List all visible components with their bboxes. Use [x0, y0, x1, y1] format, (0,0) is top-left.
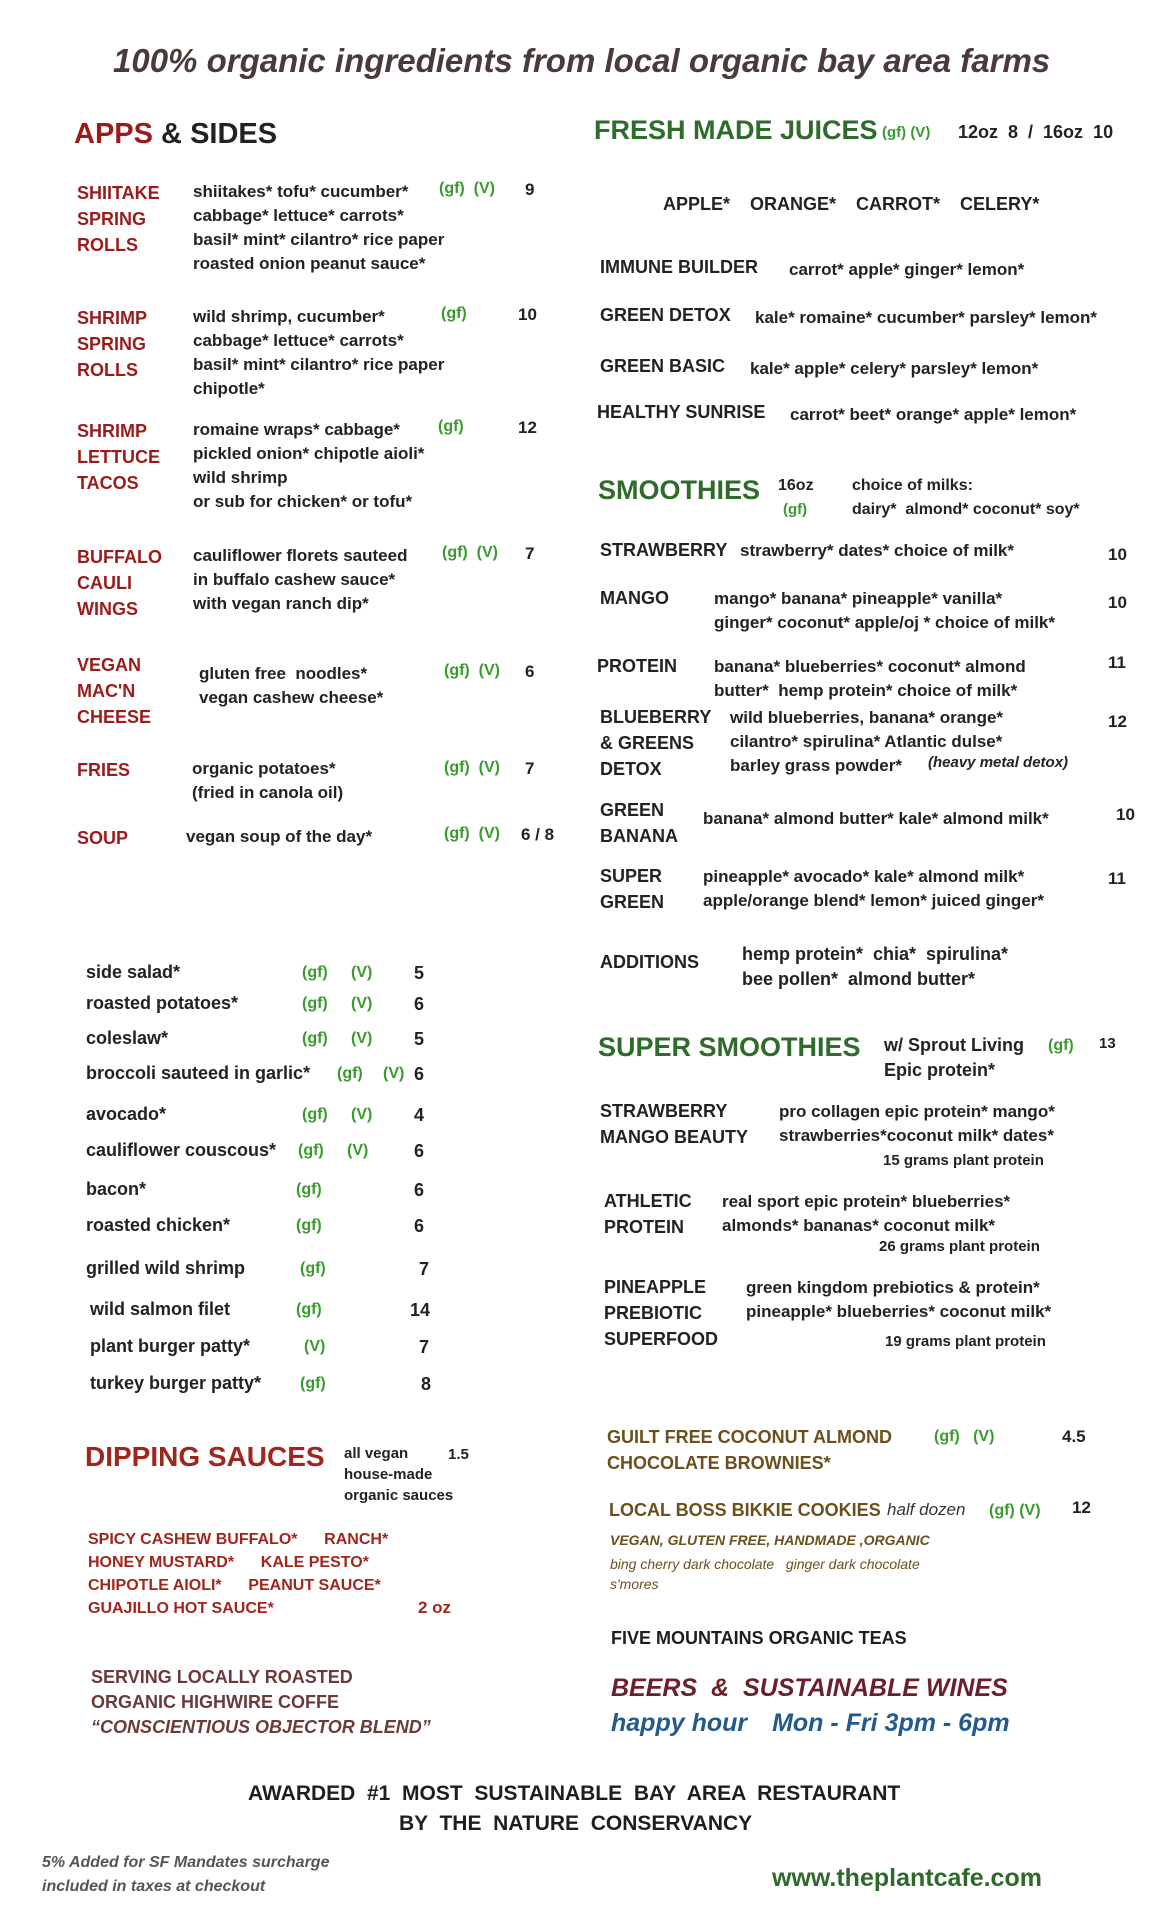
app-item-name: BUFFALO CAULI WINGS	[77, 547, 162, 619]
award-line2: BY THE NATURE CONSERVANCY	[399, 1812, 753, 1835]
super-item-protein-note: 19 grams plant protein	[885, 1333, 1046, 1350]
juice-item-name: HEALTHY SUNRISE	[597, 402, 766, 422]
side-item-gf: (gf)	[302, 995, 328, 1012]
app-item-tags: (gf)	[441, 305, 467, 322]
super-price: 13	[1099, 1035, 1116, 1052]
side-item-price: 6	[414, 1216, 425, 1236]
happy-hour-label: happy hour	[611, 1709, 748, 1737]
smoothie-item-name: MANGO	[600, 588, 669, 608]
juices-sizes: 12oz 8 / 16oz 10	[958, 122, 1114, 142]
smoothie-item-name: BLUEBERRY & GREENS DETOX	[600, 707, 712, 779]
brownies-name: GUILT FREE COCONUT ALMOND CHOCOLATE BROWNIES*	[607, 1427, 892, 1473]
smoothie-item-price: 10	[1116, 805, 1135, 824]
juices-singles: APPLE* ORANGE* CARROT* CELERY*	[663, 194, 1040, 214]
apps-title-sides: SIDES	[190, 118, 278, 150]
juice-item-desc: carrot* apple* ginger* lemon*	[789, 260, 1025, 279]
side-item-name: avocado*	[86, 1104, 167, 1124]
app-item-name: SHRIMP LETTUCE TACOS	[77, 421, 160, 493]
tagline: 100% organic ingredients from local organic bay area farms	[113, 42, 1051, 79]
side-item-v: (V)	[347, 1142, 369, 1159]
cookies-tags: (gf) (V)	[989, 1502, 1041, 1519]
app-item-desc: vegan soup of the day*	[186, 827, 373, 846]
side-item-v: (V)	[304, 1338, 326, 1355]
happy-hour	[611, 1709, 1010, 1738]
smoothie-item-price: 11	[1108, 653, 1126, 672]
side-item-name: broccoli sauteed in garlic*	[86, 1063, 311, 1083]
cookies-price: 12	[1072, 1498, 1091, 1517]
side-item-v: (V)	[351, 1106, 373, 1123]
app-item-tags: (gf) (V)	[442, 544, 498, 561]
side-item-price: 6	[414, 994, 425, 1014]
smoothie-item-price: 11	[1108, 869, 1126, 888]
app-item-tags: (gf) (V)	[444, 759, 500, 776]
side-item-price: 7	[419, 1337, 430, 1357]
side-item-gf: (gf)	[296, 1181, 322, 1198]
app-item-name: FRIES	[77, 760, 131, 780]
smoothie-item-note: (heavy metal detox)	[928, 754, 1069, 771]
smoothie-item-price: 12	[1108, 712, 1127, 731]
side-item-price: 14	[410, 1300, 431, 1320]
side-item-gf: (gf)	[296, 1301, 322, 1318]
app-item-desc: wild shrimp, cucumber* cabbage* lettuce* carrots* basil* mint* cilantro* rice paper chipotle*	[193, 307, 445, 398]
smoothie-item-desc: mango* banana* pineapple* vanilla* ginger* coconut* apple/oj * choice of milk*	[714, 589, 1056, 632]
cookies-name: LOCAL BOSS BIKKIE COOKIES	[609, 1500, 881, 1520]
smoothie-item-desc: pineapple* avocado* kale* almond milk* apple/orange blend* lemon* juiced ginger*	[703, 867, 1045, 910]
app-item-price: 6 / 8	[521, 825, 555, 844]
teas-label: FIVE MOUNTAINS ORGANIC TEAS	[611, 1628, 907, 1648]
side-item-name: roasted chicken*	[86, 1215, 231, 1235]
app-item-price: 12	[518, 418, 537, 437]
brownies-tags: (gf) (V)	[934, 1428, 995, 1445]
side-item-gf: (gf)	[337, 1065, 363, 1082]
cookies-line2: bing cherry dark chocolate ginger dark chocolate s'mores	[610, 1556, 920, 1592]
super-tags: (gf)	[1048, 1037, 1074, 1054]
dipping-list: SPICY CASHEW BUFFALO* RANCH* HONEY MUSTARD* KALE PESTO* CHIPOTLE AIOLI* PEANUT SAUCE* GUAJILLO HOT SAUCE*	[88, 1531, 389, 1617]
smoothie-item-desc: banana* blueberries* coconut* almond butter* hemp protein* choice of milk*	[714, 657, 1026, 700]
apps-title-amp: &	[161, 118, 182, 150]
smoothie-item-price: 10	[1108, 545, 1127, 564]
smoothie-item-name: STRAWBERRY	[600, 540, 728, 560]
app-item-tags: (gf) (V)	[444, 825, 500, 842]
super-item-protein-note: 15 grams plant protein	[883, 1152, 1044, 1169]
side-item-v: (V)	[383, 1065, 405, 1082]
smoothies-tags: (gf)	[783, 501, 808, 518]
app-item-name: VEGAN MAC'N CHEESE	[77, 655, 152, 727]
side-item-price: 5	[414, 1029, 425, 1049]
side-item-name: roasted potatoes*	[86, 993, 239, 1013]
side-item-price: 8	[421, 1374, 432, 1394]
side-item-price: 4	[414, 1105, 425, 1125]
dipping-note: all vegan house-made organic sauces	[344, 1445, 454, 1504]
smoothie-item-name: SUPER GREEN	[600, 866, 665, 912]
surcharge-note: 5% Added for SF Mandates surcharge included in taxes at checkout	[42, 1854, 330, 1895]
coffee-line2: ORGANIC HIGHWIRE COFFE	[91, 1692, 339, 1712]
smoothie-item-price: 10	[1108, 593, 1127, 612]
super-item-desc: real sport epic protein* blueberries* almonds* bananas* coconut milk*	[722, 1192, 1011, 1235]
super-title: SUPER SMOOTHIES	[598, 1032, 861, 1062]
smoothies-milks: choice of milks: dairy* almond* coconut* soy*	[852, 477, 1080, 518]
app-item-price: 10	[518, 305, 537, 324]
side-item-v: (V)	[351, 995, 373, 1012]
side-item-name: cauliflower couscous*	[86, 1140, 277, 1160]
dipping-size: 2 oz	[418, 1598, 452, 1617]
super-sub: w/ Sprout Living Epic protein*	[884, 1035, 1024, 1080]
side-item-price: 6	[414, 1064, 425, 1084]
app-item-tags: (gf) (V)	[444, 662, 500, 679]
super-item-name: STRAWBERRY MANGO BEAUTY	[600, 1101, 748, 1147]
side-item-v: (V)	[351, 1030, 373, 1047]
side-item-gf: (gf)	[298, 1142, 324, 1159]
smoothie-item-desc: strawberry* dates* choice of milk*	[740, 541, 1015, 560]
side-item-price: 7	[419, 1259, 430, 1279]
super-item-desc: green kingdom prebiotics & protein* pineapple* blueberries* coconut milk*	[746, 1278, 1052, 1321]
app-item-price: 7	[525, 544, 535, 563]
juice-item-desc: carrot* beet* orange* apple* lemon*	[790, 405, 1077, 424]
website-link[interactable]: www.theplantcafe.com	[772, 1864, 1042, 1892]
smoothies-size: 16oz	[778, 477, 814, 494]
juice-item-desc: kale* apple* celery* parsley* lemon*	[750, 359, 1039, 378]
juice-item-name: GREEN DETOX	[600, 305, 731, 325]
side-item-name: bacon*	[86, 1179, 147, 1199]
side-item-price: 5	[414, 963, 425, 983]
app-item-price: 9	[525, 180, 535, 199]
side-item-gf: (gf)	[302, 1030, 328, 1047]
coffee-line1: SERVING LOCALLY ROASTED	[91, 1667, 353, 1687]
brownies-price: 4.5	[1062, 1427, 1086, 1446]
juices-tags: (gf) (V)	[882, 124, 931, 141]
super-item-protein-note: 26 grams plant protein	[879, 1238, 1040, 1255]
app-item-name: SHRIMP SPRING ROLLS	[77, 308, 148, 380]
super-item-name: PINEAPPLE PREBIOTIC SUPERFOOD	[604, 1277, 719, 1349]
smoothie-item-name: PROTEIN	[597, 656, 678, 676]
side-item-gf: (gf)	[300, 1260, 326, 1277]
apps-title	[74, 118, 277, 151]
side-item-name: wild salmon filet	[90, 1299, 231, 1319]
app-item-desc: organic potatoes* (fried in canola oil)	[192, 759, 344, 802]
side-item-price: 6	[414, 1141, 425, 1161]
app-item-price: 7	[525, 759, 535, 778]
happy-hour-time: Mon - Fri 3pm - 6pm	[772, 1709, 1010, 1737]
super-item-desc: pro collagen epic protein* mango* strawberries*coconut milk* dates*	[779, 1102, 1055, 1145]
app-item-price: 6	[525, 662, 535, 681]
additions-list: hemp protein* chia* spirulina* bee pollen* almond butter*	[742, 944, 1009, 989]
juice-item-desc: kale* romaine* cucumber* parsley* lemon*	[755, 308, 1098, 327]
side-item-gf: (gf)	[302, 1106, 328, 1123]
side-item-gf: (gf)	[302, 964, 328, 981]
cookies-qty: half dozen	[887, 1500, 966, 1519]
cookies-line1: VEGAN, GLUTEN FREE, HANDMADE ,ORGANIC	[610, 1532, 930, 1548]
dipping-title: DIPPING SAUCES	[85, 1441, 325, 1472]
award-line1: AWARDED #1 MOST SUSTAINABLE BAY AREA RESTAURANT	[248, 1782, 901, 1805]
app-item-name: SOUP	[77, 828, 129, 848]
app-item-tags: (gf)	[438, 418, 464, 435]
juice-item-name: GREEN BASIC	[600, 356, 726, 376]
coffee-line3: “CONSCIENTIOUS OBJECTOR BLEND”	[91, 1717, 431, 1737]
app-item-desc: cauliflower florets sauteed in buffalo cashew sauce* with vegan ranch dip*	[193, 546, 408, 613]
smoothie-item-desc: wild blueberries, banana* orange* cilantro* spirulina* Atlantic dulse* barley grass powder*	[730, 708, 1004, 775]
side-item-name: side salad*	[86, 962, 181, 982]
side-item-name: plant burger patty*	[90, 1336, 251, 1356]
side-item-name: coleslaw*	[86, 1028, 169, 1048]
smoothie-item-name: GREEN BANANA	[600, 800, 678, 846]
smoothie-item-desc: banana* almond butter* kale* almond milk*	[703, 809, 1049, 828]
super-item-name: ATHLETIC PROTEIN	[604, 1191, 692, 1237]
app-item-desc: romaine wraps* cabbage* pickled onion* chipotle aioli* wild shrimp or sub for chicken* or tofu*	[193, 420, 425, 511]
side-item-gf: (gf)	[296, 1217, 322, 1234]
dipping-price: 1.5	[448, 1446, 469, 1463]
juice-item-name: IMMUNE BUILDER	[600, 257, 758, 277]
app-item-desc: shiitakes* tofu* cucumber* cabbage* lettuce* carrots* basil* mint* cilantro* rice paper roasted onion peanut sauce*	[193, 182, 445, 273]
side-item-name: grilled wild shrimp	[86, 1258, 246, 1278]
app-item-tags: (gf) (V)	[439, 180, 495, 197]
beers-label: BEERS & SUSTAINABLE WINES	[611, 1674, 1008, 1702]
apps-title-word: APPS	[74, 118, 153, 150]
side-item-name: turkey burger patty*	[90, 1373, 262, 1393]
additions-label: ADDITIONS	[600, 952, 699, 972]
app-item-desc: gluten free noodles* vegan cashew cheese*	[199, 664, 384, 707]
app-item-name: SHIITAKE SPRING ROLLS	[77, 183, 160, 255]
smoothies-title: SMOOTHIES	[598, 475, 761, 505]
side-item-v: (V)	[351, 964, 373, 981]
side-item-price: 6	[414, 1180, 425, 1200]
juices-title: FRESH MADE JUICES	[594, 115, 878, 145]
side-item-gf: (gf)	[300, 1375, 326, 1392]
